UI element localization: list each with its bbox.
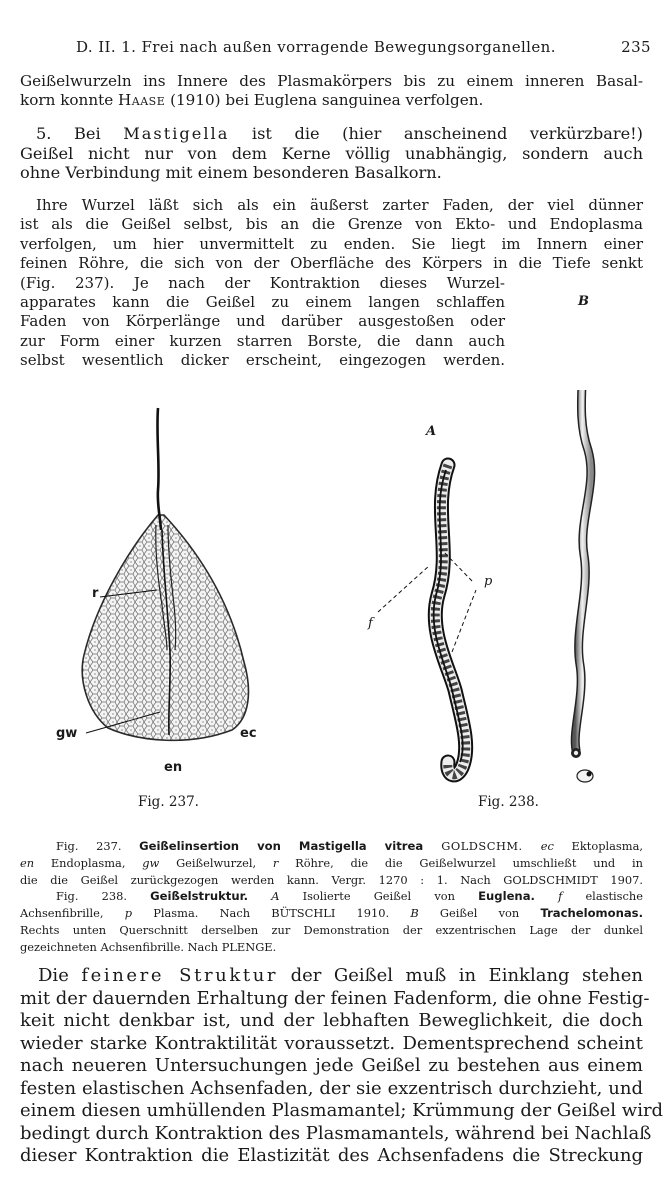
text-span: Fig. 237.: [56, 839, 140, 853]
spaced-term: feinere Struktur: [81, 965, 279, 986]
text-line: ohne Verbindung mit einem besonderen Basalkorn.: [20, 163, 442, 182]
label-f: f: [368, 616, 373, 631]
text-line: zur Form einer kurzen starren Borste, die dann auch: [20, 331, 505, 350]
text-line: mit der dauernden Erhaltung der feinen Fadenform, die ohne Festig-: [20, 987, 650, 1009]
text-line: Faden von Körperlänge und darüber ausgestoßen oder: [20, 312, 505, 331]
text-line: [20, 91, 643, 110]
running-head: [20, 38, 651, 56]
abbr: r: [272, 855, 279, 870]
text-span: Die: [38, 965, 82, 986]
text-span: Achsenfibrille,: [20, 906, 125, 921]
page-number: 235: [621, 38, 651, 56]
text-line: wieder starke Kontraktilität voraussetzt. Dementsprechend scheint: [20, 1032, 643, 1054]
text-line: [20, 124, 643, 144]
label-B: B: [578, 294, 589, 309]
abbr: p: [124, 906, 132, 921]
text-span: Endoplasma,: [34, 855, 143, 870]
text-line: bedingt durch Kontraktion des Plasmamantels, während bei Nachlaß: [20, 1122, 652, 1144]
text-span: elastische: [562, 889, 643, 904]
text-span: Fig. 238.: [56, 889, 151, 904]
figure-drawings: [0, 390, 663, 830]
organism-name: Euglena.: [478, 889, 535, 904]
organism-name: Trachelomonas.: [540, 906, 643, 921]
text-line: Geißel nicht nur von dem Kerne völlig unabhängig, sondern auch: [20, 143, 643, 163]
text-line: festen elastischen Achsenfaden, der sie exzentrisch durchzieht, und: [20, 1077, 643, 1099]
text-line: Geißelwurzeln ins Innere des Plasmakörpers bis zu einem inneren Basal-: [20, 72, 643, 90]
text-span: 5. Bei: [36, 124, 124, 143]
caption-line: [20, 905, 643, 922]
text-span: Röhre, die die Geißelwurzel umschließt und in: [278, 855, 643, 870]
label-A: A: [426, 424, 437, 439]
flagellum: [157, 408, 161, 530]
text-span: Plasma. Nach BÜTSCHLI 1910.: [132, 906, 411, 921]
caption-line: die die Geißel zurückgezogen werden kann. Vergr. 1270 : 1. Nach GOLDSCHMIDT 1907.: [20, 872, 643, 887]
figure-captions: [20, 838, 643, 956]
caption-line: Rechts unten Querschnitt derselben zur Demonstration der exzentrischen Lage der dunkel: [20, 922, 643, 937]
fig237-drawing: [82, 408, 248, 740]
label-en: en: [164, 760, 183, 775]
label-p: p: [484, 574, 493, 589]
fig238-caption-label: Fig. 238.: [478, 794, 539, 810]
text-span: ist die (hier anscheinend verkürzbare!): [229, 124, 643, 143]
caption-title: Geißelinsertion von Mastigella vitrea: [139, 839, 424, 853]
caption-line: [20, 888, 643, 905]
text-span: Ektoplasma,: [553, 839, 643, 853]
abbr: A: [248, 889, 280, 904]
label-r: r: [92, 586, 99, 601]
text-line: verfolgen, um hier unvermittelt zu enden. Sie liegt im Innern einer: [20, 234, 643, 253]
fig238a-drawing: [378, 465, 476, 775]
text-span: Geißel von: [418, 906, 541, 921]
text-line: feinen Röhre, die sich von der Oberfläche des Körpers in die Tiefe senkt: [20, 254, 643, 273]
text-span: korn konnte: [20, 90, 119, 109]
text-span: (1910) bei Euglena sanguinea verfolgen.: [165, 90, 484, 109]
text-span: Isolierte Geißel von: [279, 889, 479, 904]
text-span: GOLDSCHM.: [423, 839, 541, 853]
author-name: Haase: [118, 90, 166, 109]
caption-line: gezeichneten Achsenfibrille. Nach PLENGE.: [20, 939, 277, 954]
running-head-title: D. II. 1. Frei nach außen vorragende Bewegungsorganellen.: [76, 38, 556, 56]
fig238b-drawing: [571, 390, 593, 782]
text-line: (Fig. 237). Je nach der Kontraktion dieses Wurzel-: [20, 273, 505, 292]
caption-title: Geißelstruktur.: [150, 889, 249, 904]
caption-line: [20, 855, 643, 872]
text-line: Ihre Wurzel läßt sich als ein äußerst zarter Faden, der viel dünner: [36, 196, 643, 214]
fig237-caption-label: Fig. 237.: [138, 794, 199, 810]
abbr: en: [20, 855, 35, 870]
cross-section: [577, 770, 593, 782]
paragraph-1: [20, 72, 643, 109]
genus-name: Mastigella: [123, 124, 230, 143]
text-line: nach neueren Untersuchungen jede Geißel zu bestehen aus einem: [20, 1055, 643, 1076]
text-line: keit nicht denkbar ist, und der lebhaften Beweglichkeit, die doch: [20, 1010, 643, 1031]
text-line: apparates kann die Geißel zu einem langen schlaffen: [20, 293, 505, 312]
paragraph-3: [20, 196, 643, 371]
paragraph-2: [20, 124, 643, 183]
text-line: dieser Kontraktion die Elastizität des Achsenfadens die Streckung: [20, 1145, 643, 1166]
text-line: selbst wesentlich dicker erscheint, eingezogen werden.: [20, 351, 505, 370]
label-ec: ec: [240, 726, 257, 741]
text-line: einem diesen umhüllenden Plasmamantel; Krümmung der Geißel wird: [20, 1100, 663, 1121]
text-span: Geißelwurzel,: [159, 855, 273, 870]
paragraph-4: [20, 965, 663, 1168]
text-line: ist als die Geißel selbst, bis an die Grenze von Ekto- und Endoplasma: [20, 215, 643, 234]
label-gw: gw: [56, 726, 78, 741]
text-span: der Geißel muß in Einklang stehen: [278, 965, 644, 986]
text-line: [20, 965, 643, 988]
abbr: f: [534, 889, 563, 904]
caption-line: [20, 838, 643, 855]
abbr: ec: [540, 839, 554, 853]
abbr: B: [410, 906, 419, 921]
abbr: gw: [142, 855, 160, 870]
